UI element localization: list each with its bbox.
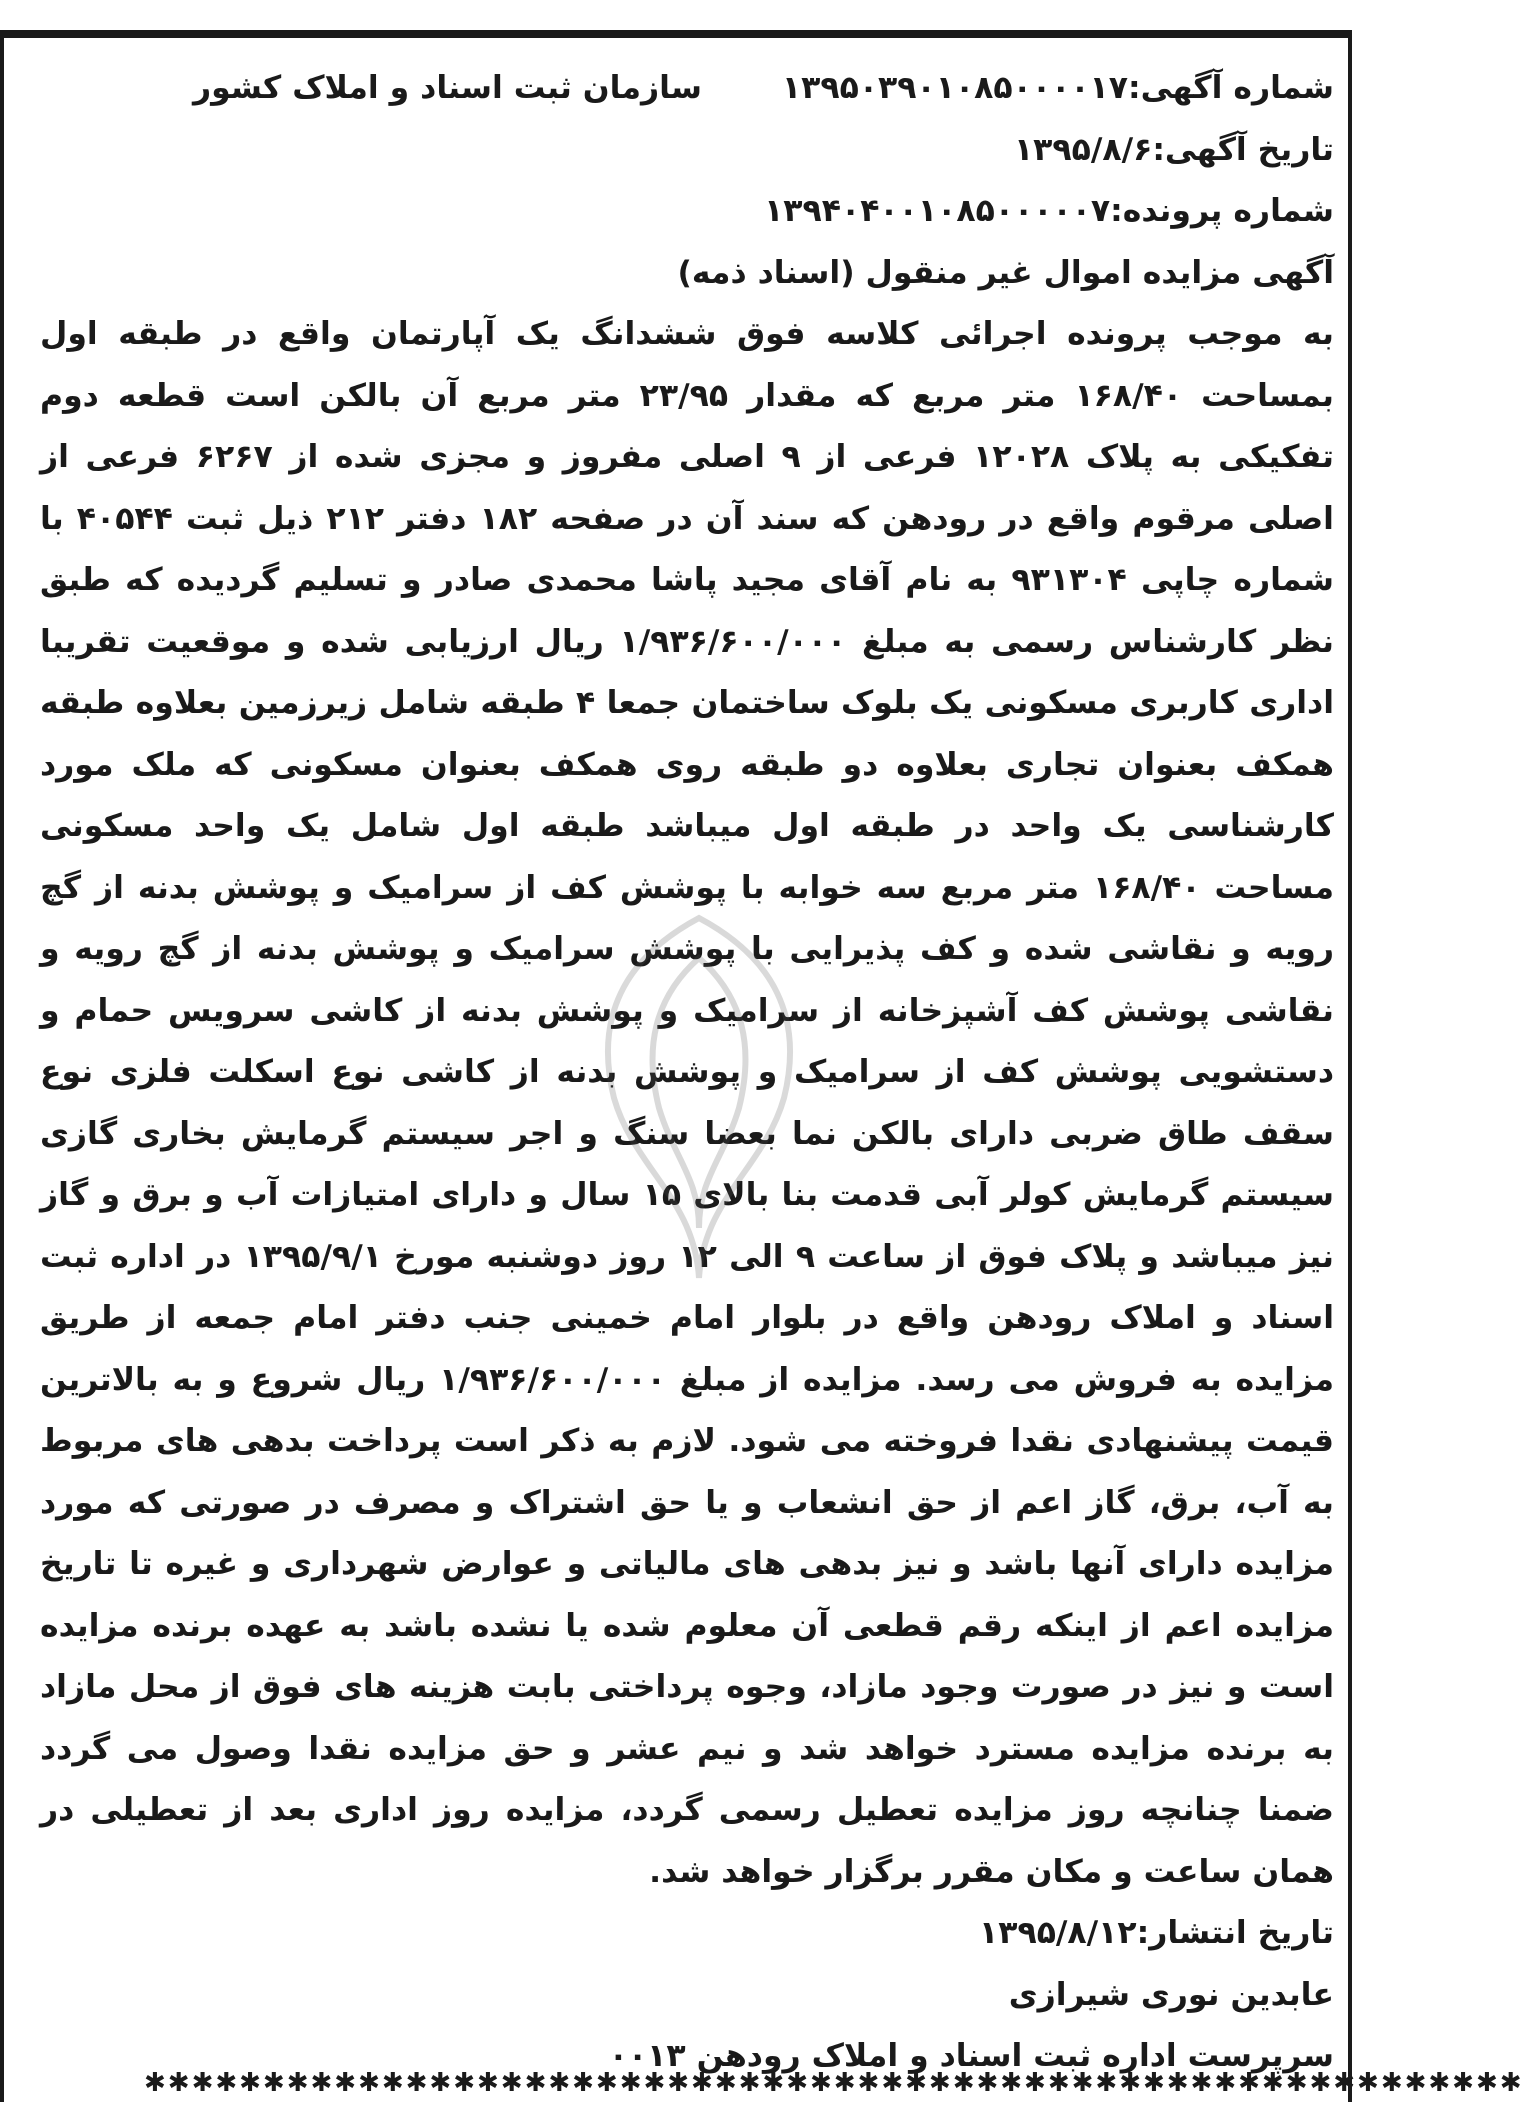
organization-name: سازمان ثبت اسناد و املاک کشور (192, 70, 702, 106)
publish-date-label: تاریخ انتشار: (1136, 1915, 1334, 1951)
file-number: ۱۳۹۴۰۴۰۰۱۰۸۵۰۰۰۰۰۷ (764, 193, 1111, 229)
file-number-line (40, 181, 1334, 243)
notice-date-label: تاریخ آگهی: (1152, 131, 1334, 168)
signer-title: سرپرست اداره ثبت اسناد و املاک رودهن ۰۰۱۳ (608, 2038, 1334, 2074)
notice-date: ۱۳۹۵/۸/۶ (1013, 131, 1153, 168)
auction-notice (0, 30, 1524, 2102)
notice-content (40, 58, 1334, 2088)
notice-number-label: شماره آگهی: (1128, 70, 1334, 106)
notice-number-line (782, 58, 1334, 120)
publish-date: ۱۳۹۵/۸/۱۲ (979, 1915, 1137, 1951)
star-border: ✱✱✱✱✱✱✱✱✱✱✱✱✱✱✱✱✱✱✱✱✱✱✱✱✱✱✱✱✱✱✱✱✱✱✱✱✱✱✱✱✱✱✱✱✱✱✱✱✱✱✱✱✱✱✱✱✱✱ (144, 2068, 1524, 2098)
publish-date-line (40, 1903, 1334, 1965)
file-number-label: شماره پرونده: (1110, 193, 1334, 229)
header-row (40, 58, 1334, 120)
signer-name: عابدین نوری شیرازی (1008, 1976, 1334, 2013)
notice-date-line (40, 120, 1334, 182)
notice-number: ۱۳۹۵۰۳۹۰۱۰۸۵۰۰۰۰۱۷ (781, 70, 1128, 106)
notice-title: آگهی مزایده اموال غیر منقول (اسناد ذمه) (677, 254, 1334, 291)
notice-body: به موجب پرونده اجرائی کلاسه فوق ششدانگ یک آپارتمان واقع در طبقه اول بمساحت ۱۶۸/۴۰ متر مربع که مقدار ۲۳/۹۵ متر مربع آن بالکن است قطعه دوم تفکیکی به پلاک ۱۲۰۲۸ فرعی از ۹ اصلی مفروز و مجزی شده از ۶۲۶۷ فرعی از اصلی مرقوم واقع در رودهن که سند آن در صفحه ۱۸۲ دفتر ۲۱۲ ذیل ثبت ۴۰۵۴۴ با شماره چاپی ۹۳۱۳۰۴ به نام آقای مجید پاشا محمدی صادر و تسلیم گردیده که طبق نظر کارشناس رسمی به مبلغ ۱/۹۳۶/۶۰۰/۰۰۰ ریال ارزیابی شده و موقعیت تقریبا اداری کاربری مسکونی یک بلوک ساختمان جمعا ۴ طبقه شامل زیرزمین بعلاوه طبقه همکف بعنوان تجاری بعلاوه دو طبقه روی همکف بعنوان مسکونی که ملک مورد کارشناسی یک واحد در طبقه اول میباشد طبقه اول شامل یک واحد مسکونی مساحت ۱۶۸/۴۰ متر مربع سه خوابه با پوشش کف از سرامیک و پوشش بدنه از گچ رویه و نقاشی شده و کف پذیرایی با پوشش سرامیک و پوشش بدنه از گچ رویه و نقاشی پوشش کف آشپزخانه از سرامیک و پوشش بدنه از کاشی سرویس حمام و دستشویی پوشش کف از سرامیک و پوشش بدنه از کاشی نوع اسکلت فلزی نوع سقف طاق ضربی دارای بالکن نما بعضا سنگ و اجر سیستم گرمایش بخاری گازی سیستم گرمایش کولر آبی قدمت بنا بالای ۱۵ سال و دارای امتیازات آب و برق و گاز نیز میباشد و پلاک فوق از ساعت ۹ الی ۱۲ روز دوشنبه مورخ ۱۳۹۵/۹/۱ در اداره ثبت اسناد و املاک رودهن واقع در بلوار امام خمینی جنب دفتر امام جمعه از طریق مزایده به فروش می رسد. مزایده از مبلغ ۱/۹۳۶/۶۰۰/۰۰۰ ریال شروع و به بالاترین قیمت پیشنهادی نقدا فروخته می شود. لازم به ذکر است پرداخت بدهی های مربوط به آب، برق، گاز اعم از حق انشعاب و یا حق اشتراک و مصرف در صورتی که مورد مزایده دارای آنها باشد و نیز بدهی های مالیاتی و عوارض شهرداری و غیره تا تاریخ مزایده اعم از اینکه رقم قطعی آن معلوم شده یا نشده باشد به عهده برنده مزایده است و نیز در صورت وجود مازاد، وجوه پرداختی بابت هزینه های فوق از محل مازاد به برنده مزایده مسترد خواهد شد و نیم عشر و حق مزایده نقدا وصول می گردد ضمنا چنانچه روز مزایده تعطیل رسمی گردد، مزایده روز اداری بعد از تعطیلی در همان ساعت و مکان مقرر برگزار خواهد شد. (40, 316, 1334, 1890)
